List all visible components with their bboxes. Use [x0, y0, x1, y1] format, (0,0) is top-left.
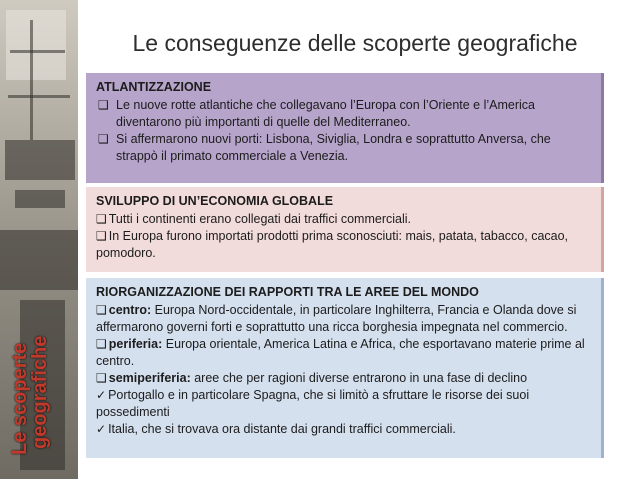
list-item-term: periferia:	[108, 337, 163, 351]
square-bullet-icon: ❑	[96, 212, 107, 226]
box-economia-globale	[86, 187, 604, 272]
check-item	[96, 421, 591, 438]
square-bullet-icon: ❑	[98, 132, 109, 146]
list-item	[96, 370, 591, 387]
list-item-text: Le nuove rotte atlantiche che collegavano l’Europa con l’Oriente e l’America diventarono più importanti di quelle del Mediterraneo.	[116, 98, 535, 129]
square-bullet-icon: ❑	[96, 337, 107, 351]
box-heading: ATLANTIZZAZIONE	[96, 80, 212, 94]
list-item	[96, 131, 591, 165]
square-bullet-icon: ❑	[96, 371, 107, 385]
list-item-text: Si affermarono nuovi porti: Lisbona, Siviglia, Londra e soprattutto Anversa, che strappò il primato commerciale a Venezia.	[116, 132, 551, 163]
list-item	[96, 228, 591, 262]
box-atlantizzazione	[86, 73, 604, 183]
box-riorganizzazione	[86, 278, 604, 458]
list-item	[96, 97, 591, 131]
square-bullet-icon: ❑	[96, 303, 107, 317]
list-item-text: Europa Nord-occidentale, in particolare Inghilterra, Francia e Olanda dove si affermarono governi forti e soprattutto una ricca borghesia impegnata nel commercio.	[96, 303, 577, 334]
list-item	[96, 211, 591, 228]
list-item-text: Tutti i continenti erano collegati dai traffici commerciali.	[108, 212, 411, 226]
list-item-text: Europa orientale, America Latina e Africa, che esportavano materie prime al centro.	[96, 337, 585, 368]
box-heading: RIORGANIZZAZIONE DEI RAPPORTI TRA LE AREE DEL MONDO	[96, 285, 479, 299]
sidebar-engraving-image	[0, 0, 78, 479]
list-item-text: aree che per ragioni diverse entrarono in una fase di declino	[190, 371, 528, 385]
list-item	[96, 336, 591, 370]
sidebar-title-line1: Le scoperte	[9, 342, 31, 455]
list-item-term: centro:	[108, 303, 152, 317]
list-item-text: In Europa furono importati prodotti prima sconosciuti: mais, patata, tabacco, cacao, pomodoro.	[96, 229, 569, 260]
slide-title: Le conseguenze delle scoperte geografiche	[132, 30, 578, 56]
sidebar-title-line2: geografiche	[29, 335, 51, 449]
square-bullet-icon: ❑	[98, 98, 109, 112]
sidebar-title	[10, 336, 50, 455]
list-item	[96, 302, 591, 336]
checkmark-icon: ✓	[96, 388, 107, 402]
square-bullet-icon: ❑	[96, 229, 107, 243]
list-item-term: semiperiferia:	[108, 371, 191, 385]
checkmark-icon: ✓	[96, 422, 107, 436]
check-item	[96, 387, 591, 421]
box-heading: SVILUPPO DI UN’ECONOMIA GLOBALE	[96, 194, 334, 208]
check-item-text: Portogallo e in particolare Spagna, che si limitò a sfruttare le risorse dei suoi possedimenti	[96, 388, 530, 419]
check-item-text: Italia, che si trovava ora distante dai grandi traffici commerciali.	[108, 422, 456, 436]
